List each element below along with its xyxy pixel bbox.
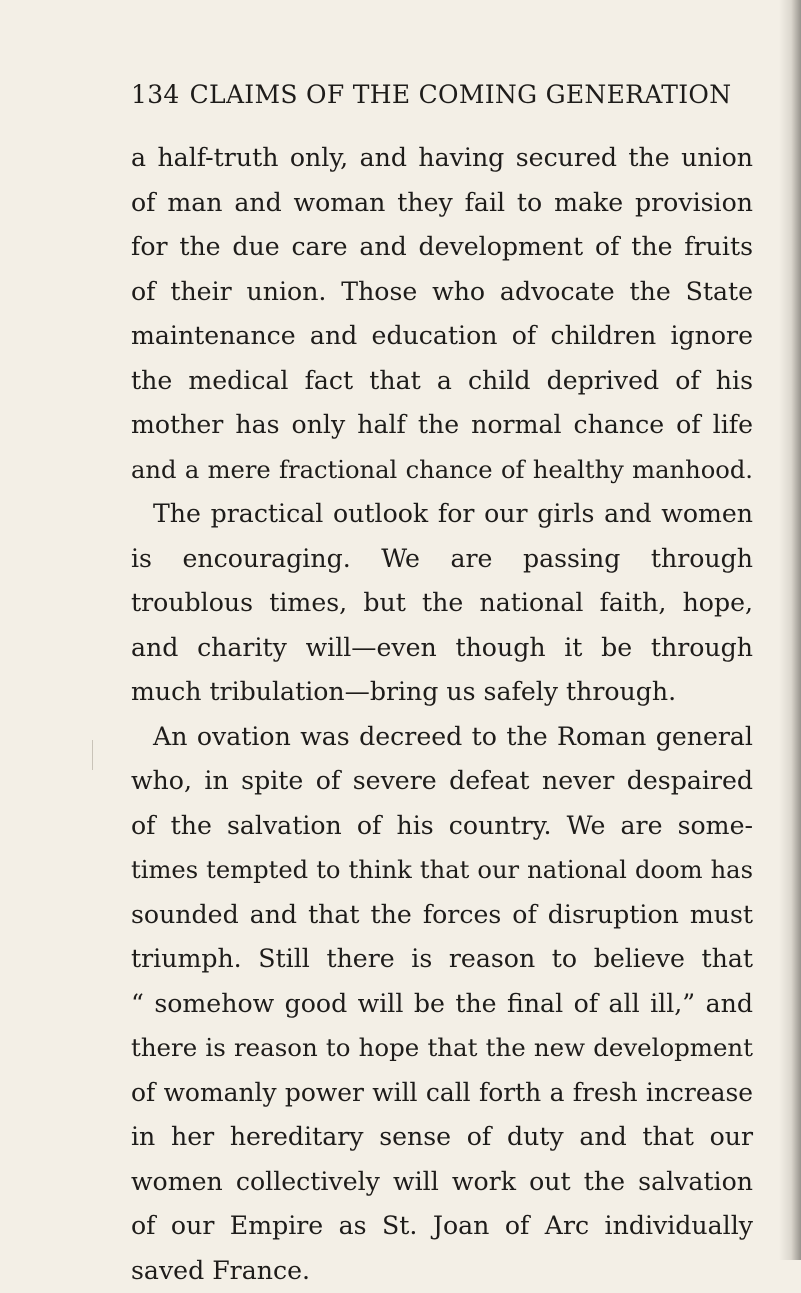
text-line: “ somehow good will be the final of all ill,” and — [131, 982, 753, 1027]
page-number: 134 — [131, 80, 180, 109]
text-line: sounded and that the forces of disruption must — [131, 893, 753, 938]
text-line: the medical fact that a child deprived of his — [131, 359, 753, 404]
text-line: and charity will—even though it be through — [131, 626, 753, 671]
text-line: triumph. Still there is reason to believe that — [131, 937, 753, 982]
text-line: maintenance and education of children ignore — [131, 314, 753, 359]
text-line: much tribulation—bring us safely through. — [131, 670, 753, 715]
text-line: there is reason to hope that the new development — [131, 1026, 753, 1071]
text-line: An ovation was decreed to the Roman general — [131, 715, 753, 760]
text-line: a half-truth only, and having secured the union — [131, 136, 753, 181]
text-line: women collectively will work out the salvation — [131, 1160, 753, 1205]
text-line: for the due care and development of the fruits — [131, 225, 753, 270]
text-line: and a mere fractional chance of healthy manhood. — [131, 448, 753, 493]
text-line: is encouraging. We are passing through — [131, 537, 753, 582]
text-line: of the salvation of his country. We are some- — [131, 804, 753, 849]
text-line: in her hereditary sense of duty and that our — [131, 1115, 753, 1160]
text-line: The practical outlook for our girls and women — [131, 492, 753, 537]
running-head — [131, 80, 731, 109]
text-line: who, in spite of severe defeat never despaired — [131, 759, 753, 804]
margin-mark — [92, 740, 93, 770]
page-edge-shadow — [779, 0, 801, 1260]
text-line: times tempted to think that our national doom has — [131, 848, 753, 893]
text-line: of man and woman they fail to make provision — [131, 181, 753, 226]
running-head-title: CLAIMS OF THE COMING GENERATION — [190, 80, 732, 109]
text-line: of our Empire as St. Joan of Arc individually — [131, 1204, 753, 1249]
body-text — [131, 136, 753, 1293]
text-line: saved France. — [131, 1249, 753, 1293]
text-line: troublous times, but the national faith, hope, — [131, 581, 753, 626]
text-line: of their union. Those who advocate the State — [131, 270, 753, 315]
text-line: mother has only half the normal chance of life — [131, 403, 753, 448]
text-line: of womanly power will call forth a fresh increase — [131, 1071, 753, 1116]
